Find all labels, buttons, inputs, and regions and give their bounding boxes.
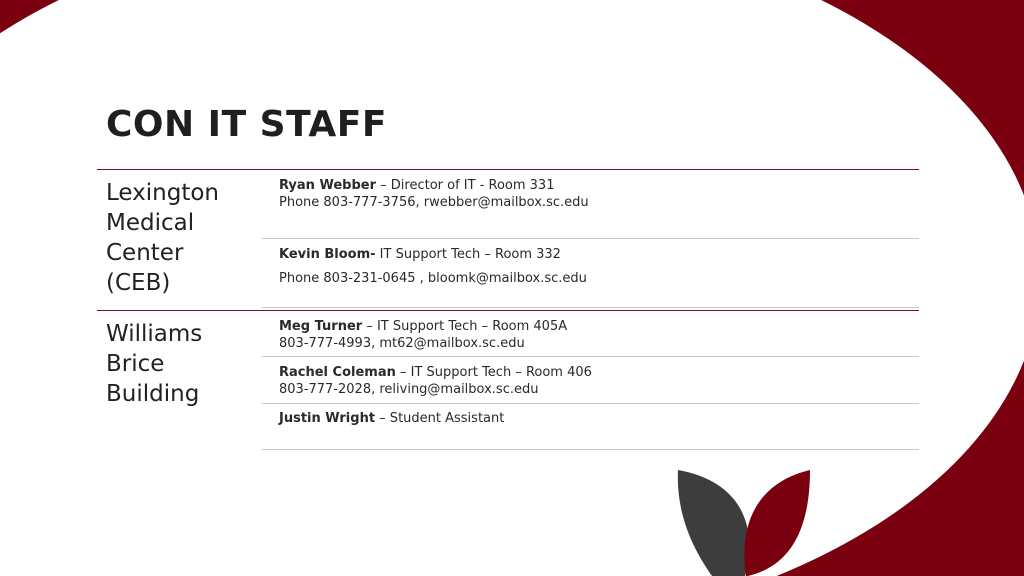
staff-heading (279, 318, 567, 335)
location-line: Williams (106, 321, 203, 347)
staff-contact: Phone 803-777-3756, rwebber@mailbox.sc.edu (279, 195, 589, 210)
staff-name: Justin Wright (279, 411, 376, 426)
staff-contact: 803-777-2028, reliving@mailbox.sc.edu (279, 382, 539, 397)
staff-entry (279, 410, 504, 427)
staff-heading (279, 177, 589, 194)
location-line: Medical (106, 210, 195, 236)
staff-contact: Phone 803-231-0645 , bloomk@mailbox.sc.edu (279, 271, 587, 286)
row-divider (262, 238, 919, 239)
location-line: Center (106, 240, 184, 266)
staff-entry (279, 246, 587, 287)
staff-entry (279, 318, 567, 352)
staff-role: – IT Support Tech – Room 405A (362, 319, 568, 334)
staff-name: Meg Turner (279, 319, 363, 334)
header-divider (97, 169, 919, 170)
staff-role: – Student Assistant (375, 411, 505, 426)
page-title: CON IT STAFF (106, 104, 387, 145)
section-divider (97, 310, 919, 311)
staff-role: – Director of IT - Room 331 (376, 178, 555, 193)
staff-heading (279, 364, 592, 381)
location-line: Lexington (106, 180, 220, 206)
staff-name: Kevin Bloom- (279, 247, 376, 262)
staff-name: Rachel Coleman (279, 365, 396, 380)
row-divider (262, 449, 919, 450)
staff-name: Ryan Webber (279, 178, 376, 193)
staff-heading (279, 246, 587, 263)
staff-entry (279, 177, 589, 211)
staff-role: – IT Support Tech – Room 406 (395, 365, 592, 380)
staff-contact: 803-777-4993, mt62@mailbox.sc.edu (279, 336, 525, 351)
location-line: (CEB) (106, 270, 171, 296)
location-line: Brice (106, 351, 165, 377)
row-divider (262, 356, 919, 357)
row-divider (262, 403, 919, 404)
location-line: Building (106, 381, 200, 407)
staff-entry (279, 364, 592, 398)
staff-role: IT Support Tech – Room 332 (375, 247, 561, 262)
location-williams-brice (106, 319, 256, 409)
location-lexington (106, 178, 256, 298)
row-divider (262, 307, 919, 308)
staff-heading (279, 410, 504, 427)
